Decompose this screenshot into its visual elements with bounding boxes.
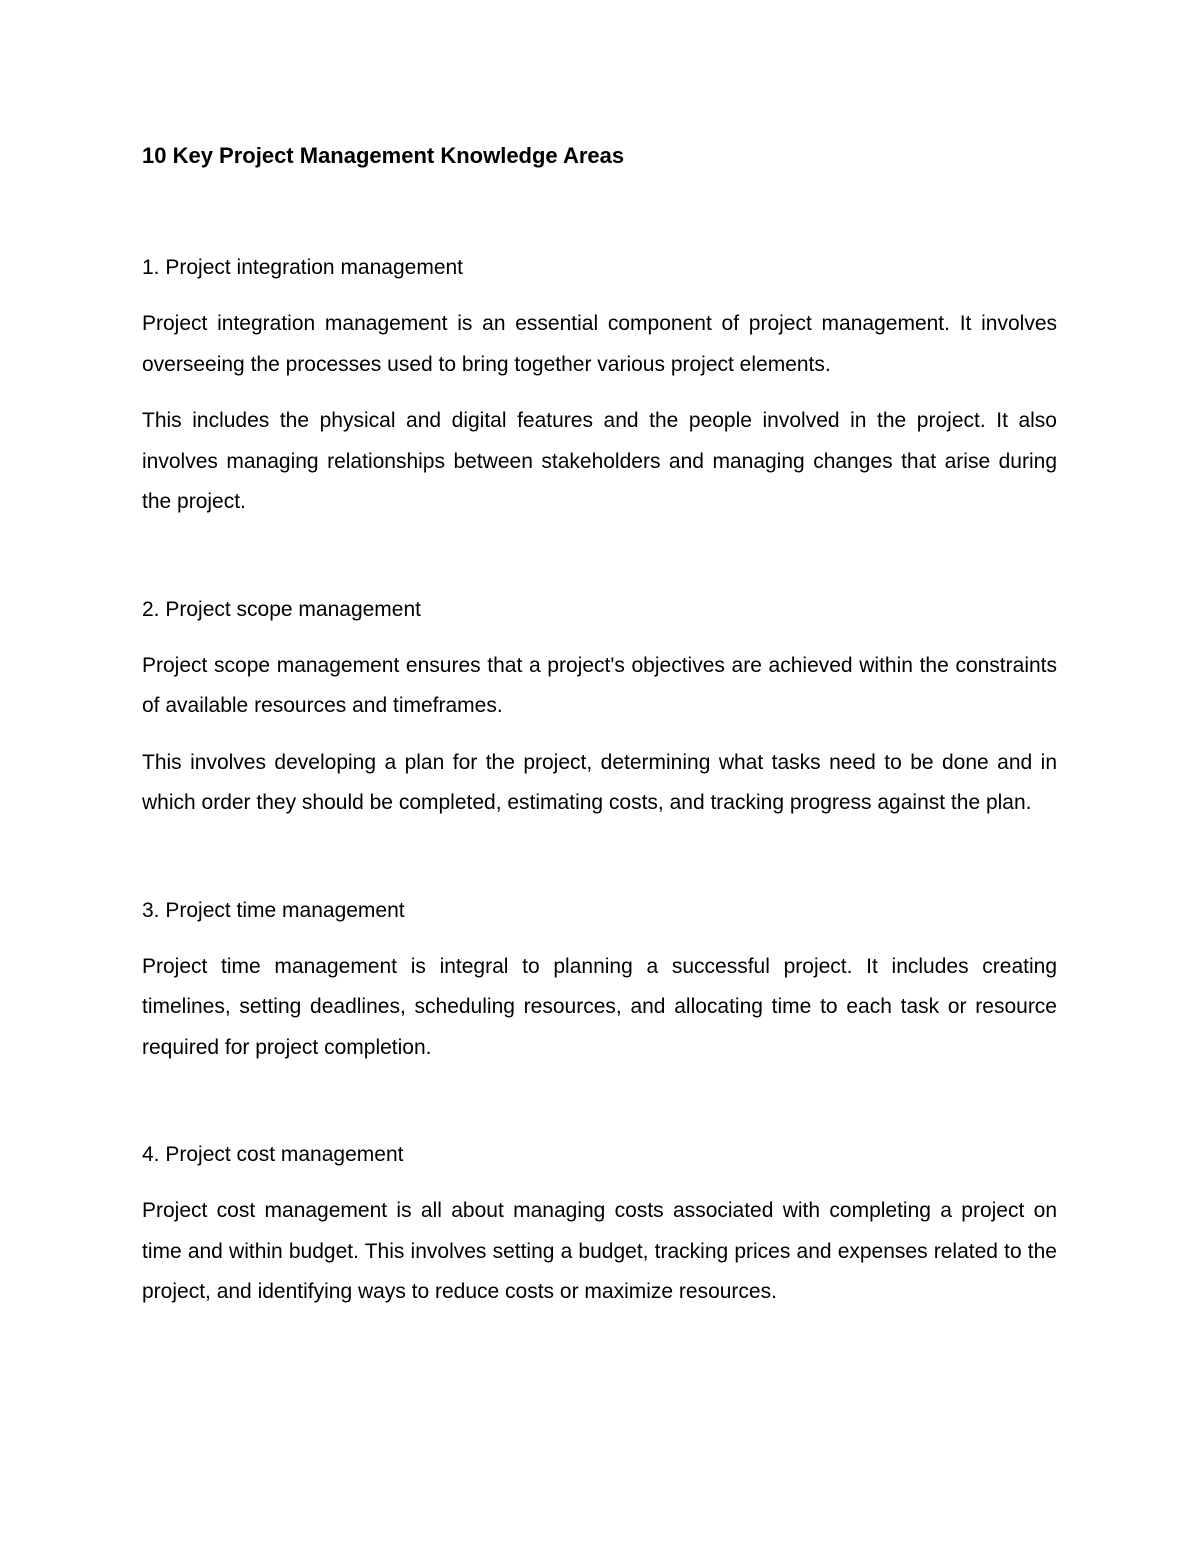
section-heading: 1. Project integration management	[142, 256, 464, 279]
section-paragraph: Project scope management ensures that a project's objectives are achieved within the constraints of available resources and timeframes.	[142, 653, 1057, 717]
document-title: 10 Key Project Management Knowledge Areas	[142, 143, 625, 168]
section-heading: 3. Project time management	[142, 898, 405, 922]
section-scope	[142, 593, 1057, 824]
section-heading: 4. Project cost management	[142, 1143, 404, 1166]
section-integration	[142, 251, 1057, 523]
section-cost	[142, 1138, 1057, 1313]
section-paragraph: Project time management is integral to planning a successful project. It includes creating timelines, setting deadlines, scheduling resources, and allocating time to each task or resource required for project completion.	[142, 954, 1057, 1059]
section-paragraph: Project cost management is all about managing costs associated with completing a project on time and within budget. This involves setting a budget, tracking prices and expenses related to the project, and identifying ways to reduce costs or maximize resources.	[142, 1199, 1057, 1303]
section-paragraph: This includes the physical and digital features and the people involved in the project. It also involves managing relationships between stakeholders and managing changes that arise during the project.	[142, 409, 1057, 513]
section-paragraph: This involves developing a plan for the project, determining what tasks need to be done and in which order they should be completed, estimating costs, and tracking progress against the plan.	[142, 750, 1057, 814]
section-heading: 2. Project scope management	[142, 597, 421, 621]
section-time	[142, 894, 1057, 1069]
section-paragraph: Project integration management is an essential component of project management. It involves overseeing the processes used to bring together various project elements.	[142, 312, 1057, 376]
document-body	[142, 139, 1057, 1313]
